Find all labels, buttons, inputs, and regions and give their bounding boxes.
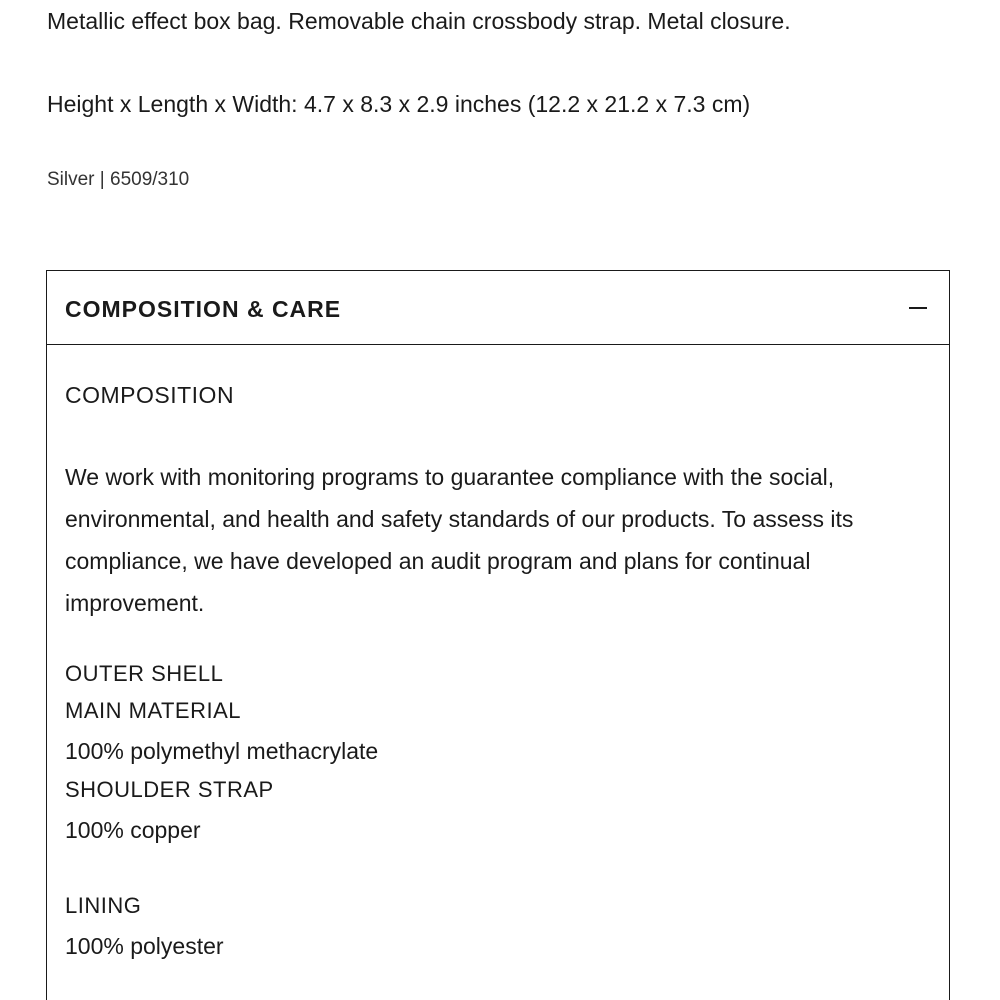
composition-label: COMPOSITION	[65, 382, 235, 408]
lining-label: LINING	[65, 893, 142, 918]
product-dimensions: Height x Length x Width: 4.7 x 8.3 x 2.9 inches (12.2 x 21.2 x 7.3 cm)	[47, 91, 751, 117]
main-material-value: 100% polymethyl methacrylate	[65, 738, 379, 764]
shoulder-strap-label: SHOULDER STRAP	[65, 777, 274, 802]
minus-icon[interactable]	[909, 307, 927, 309]
accordion-header[interactable]	[47, 271, 949, 345]
main-material-label: MAIN MATERIAL	[65, 698, 242, 723]
product-color-reference: Silver | 6509/310	[47, 169, 190, 190]
outer-shell-heading: OUTER SHELL	[65, 661, 224, 686]
accordion-title: COMPOSITION & CARE	[65, 296, 342, 322]
product-description: Metallic effect box bag. Removable chain crossbody strap. Metal closure.	[47, 8, 791, 34]
shoulder-strap-value: 100% copper	[65, 817, 201, 843]
compliance-paragraph: We work with monitoring programs to guarantee compliance with the social, environmental, and health and safety standards of our products. To assess its compliance, we have developed an audit program and plans for continual improvement.	[65, 464, 854, 616]
lining-value: 100% polyester	[65, 933, 224, 959]
composition-care-accordion	[46, 270, 950, 1000]
